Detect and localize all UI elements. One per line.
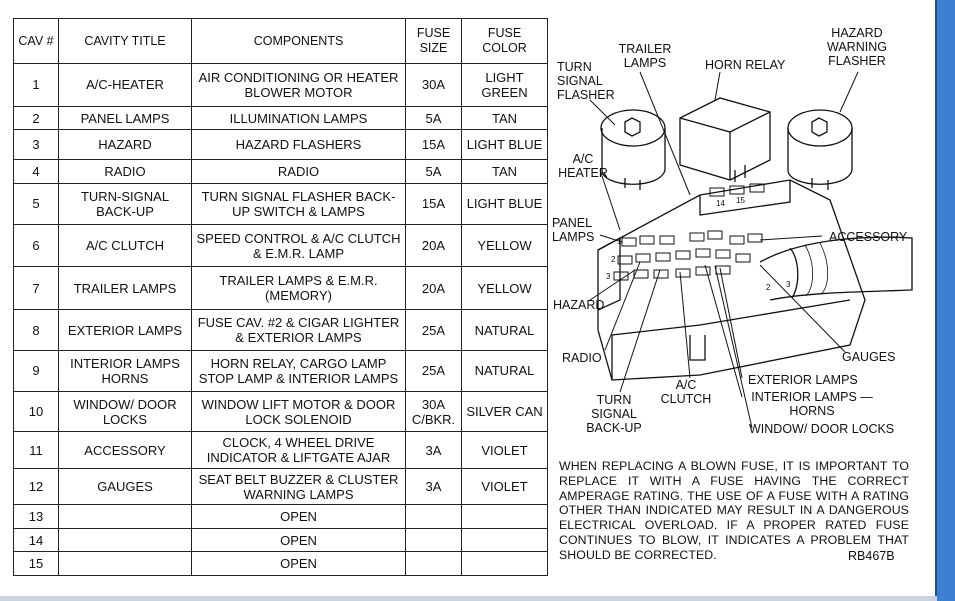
- fuse-color-cell: TAN: [462, 160, 548, 184]
- fuse-size-cell: [406, 528, 462, 552]
- fuse-replacement-note: WHEN REPLACING A BLOWN FUSE, IT IS IMPORTANT TO REPLACE IT WITH A FUSE HAVING THE CORRECT AMPERAGE RATING. THE USE OF A FUSE WITH A RATING OTHER THAN INDICATED MAY RESULT IN A DANGEROUS ELECTRICAL OVERLOAD. IF A PROPER RATED FUSE CONTINUES TO BLOW, IT INDICATES A PROBLEM THAT SHOULD BE CORRECTED.: [559, 459, 909, 562]
- fuse-size-cell: 5A: [406, 160, 462, 184]
- cav-cell: 13: [14, 505, 59, 529]
- label-hazard: HAZARD: [553, 298, 605, 312]
- label-trailer-lamps: TRAILER LAMPS: [618, 42, 672, 70]
- cav-cell: 5: [14, 183, 59, 224]
- label-interior-lamps-horns: INTERIOR LAMPS — HORNS: [751, 390, 873, 418]
- table-row: [14, 351, 548, 392]
- header-fuse-size: FUSE SIZE: [406, 19, 462, 64]
- table-row: [14, 160, 548, 184]
- table-row: [14, 106, 548, 130]
- table-row: [14, 505, 548, 529]
- fuse-color-cell: [462, 528, 548, 552]
- cavity-number-2: 2: [611, 255, 616, 264]
- fuse-size-cell: 30A: [406, 64, 462, 107]
- fuse-color-cell: VIOLET: [462, 432, 548, 468]
- fuse-size-cell: 20A: [406, 267, 462, 310]
- components-cell: FUSE CAV. #2 & CIGAR LIGHTER & EXTERIOR LAMPS: [192, 310, 406, 351]
- fuse-size-cell: 15A: [406, 130, 462, 160]
- table-row: [14, 552, 548, 576]
- relay-cavity-2: 2: [766, 283, 771, 292]
- wire-conduit: [760, 237, 912, 300]
- components-cell: RADIO: [192, 160, 406, 184]
- fuse-color-cell: YELLOW: [462, 224, 548, 267]
- table-row: [14, 267, 548, 310]
- cav-cell: 11: [14, 432, 59, 468]
- cav-cell: 12: [14, 468, 59, 504]
- fuse-size-cell: 3A: [406, 432, 462, 468]
- label-ac-heater: A/C HEATER: [558, 152, 608, 180]
- cav-cell: 3: [14, 130, 59, 160]
- fuse-color-cell: LIGHT GREEN: [462, 64, 548, 107]
- label-panel-lamps: PANEL LAMPS: [552, 216, 595, 244]
- cav-cell: 6: [14, 224, 59, 267]
- hazard-warning-flasher-can: [788, 110, 852, 190]
- fuse-color-cell: NATURAL: [462, 310, 548, 351]
- cavity-title-cell: HAZARD: [59, 130, 192, 160]
- cavity-title-cell: [59, 505, 192, 529]
- components-cell: HAZARD FLASHERS: [192, 130, 406, 160]
- table-row: [14, 224, 548, 267]
- components-cell: OPEN: [192, 552, 406, 576]
- label-turn-signal-flasher: TURN SIGNAL FLASHER: [557, 60, 615, 102]
- fuse-color-cell: NATURAL: [462, 351, 548, 392]
- label-exterior-lamps: EXTERIOR LAMPS: [748, 373, 858, 387]
- fuse-color-cell: LIGHT BLUE: [462, 183, 548, 224]
- fuse-chart-table: [13, 18, 548, 576]
- cavity-title-cell: [59, 552, 192, 576]
- cav-cell: 14: [14, 528, 59, 552]
- header-cavity-title: CAVITY TITLE: [59, 19, 192, 64]
- table-row: [14, 310, 548, 351]
- cav-cell: 10: [14, 391, 59, 432]
- fuse-color-cell: YELLOW: [462, 267, 548, 310]
- table-row: [14, 391, 548, 432]
- cavity-title-cell: GAUGES: [59, 468, 192, 504]
- cavity-title-cell: TRAILER LAMPS: [59, 267, 192, 310]
- label-hazard-warning-flasher: HAZARD WARNING FLASHER: [827, 26, 887, 68]
- cavity-number-14: 14: [716, 199, 725, 208]
- cavity-number-1: 1: [617, 237, 622, 246]
- fuse-size-cell: 25A: [406, 351, 462, 392]
- cav-cell: 4: [14, 160, 59, 184]
- components-cell: OPEN: [192, 505, 406, 529]
- header-components: COMPONENTS: [192, 19, 406, 64]
- fuse-size-cell: 3A: [406, 468, 462, 504]
- header-fuse-color: FUSE COLOR: [462, 19, 548, 64]
- fuse-size-cell: 25A: [406, 310, 462, 351]
- components-cell: TURN SIGNAL FLASHER BACK-UP SWITCH & LAMPS: [192, 183, 406, 224]
- label-accessory: ACCESSORY: [829, 230, 908, 244]
- label-radio: RADIO: [562, 351, 602, 365]
- label-turn-signal-backup: TURN SIGNAL BACK-UP: [586, 393, 642, 435]
- label-gauges: GAUGES: [842, 350, 896, 364]
- label-horn-relay: HORN RELAY: [705, 58, 786, 72]
- components-cell: TRAILER LAMPS & E.M.R. (MEMORY): [192, 267, 406, 310]
- horn-relay-box: [680, 98, 770, 182]
- table-row: [14, 528, 548, 552]
- components-cell: WINDOW LIFT MOTOR & DOOR LOCK SOLENOID: [192, 391, 406, 432]
- cav-cell: 15: [14, 552, 59, 576]
- components-cell: OPEN: [192, 528, 406, 552]
- table-row: [14, 468, 548, 504]
- components-cell: SPEED CONTROL & A/C CLUTCH & E.M.R. LAMP: [192, 224, 406, 267]
- figure-code: RB467B: [848, 549, 895, 563]
- window-frame-bottom: [0, 596, 937, 601]
- table-row: [14, 432, 548, 468]
- cav-cell: 2: [14, 106, 59, 130]
- label-window-door-locks: WINDOW/ DOOR LOCKS: [749, 422, 895, 436]
- cav-cell: 7: [14, 267, 59, 310]
- cavity-title-cell: EXTERIOR LAMPS: [59, 310, 192, 351]
- cavity-number-3: 3: [606, 272, 611, 281]
- window-frame-right: [937, 0, 955, 601]
- cav-cell: 1: [14, 64, 59, 107]
- fuse-size-cell: 30A C/BKR.: [406, 391, 462, 432]
- components-cell: CLOCK, 4 WHEEL DRIVE INDICATOR & LIFTGATE AJAR: [192, 432, 406, 468]
- table-row: [14, 130, 548, 160]
- components-cell: HORN RELAY, CARGO LAMP STOP LAMP & INTERIOR LAMPS: [192, 351, 406, 392]
- relay-cavity-3: 3: [786, 280, 791, 289]
- fuse-color-cell: VIOLET: [462, 468, 548, 504]
- fuse-size-cell: 15A: [406, 183, 462, 224]
- cav-cell: 9: [14, 351, 59, 392]
- components-cell: SEAT BELT BUZZER & CLUSTER WARNING LAMPS: [192, 468, 406, 504]
- cavity-title-cell: INTERIOR LAMPS HORNS: [59, 351, 192, 392]
- table-row: [14, 183, 548, 224]
- cavity-title-cell: TURN-SIGNAL BACK-UP: [59, 183, 192, 224]
- fuse-color-cell: [462, 505, 548, 529]
- turn-signal-flasher-can: [601, 110, 665, 190]
- table-header-row: [14, 19, 548, 64]
- cavity-title-cell: [59, 528, 192, 552]
- cavity-title-cell: WINDOW/ DOOR LOCKS: [59, 391, 192, 432]
- fuse-color-cell: LIGHT BLUE: [462, 130, 548, 160]
- cavity-title-cell: ACCESSORY: [59, 432, 192, 468]
- cavity-title-cell: A/C-HEATER: [59, 64, 192, 107]
- fuse-color-cell: SILVER CAN: [462, 391, 548, 432]
- fuse-size-cell: [406, 552, 462, 576]
- fuse-color-cell: TAN: [462, 106, 548, 130]
- cavity-title-cell: PANEL LAMPS: [59, 106, 192, 130]
- cavity-title-cell: RADIO: [59, 160, 192, 184]
- components-cell: ILLUMINATION LAMPS: [192, 106, 406, 130]
- header-cav: CAV #: [14, 19, 59, 64]
- cavity-number-15: 15: [736, 196, 745, 205]
- cav-cell: 8: [14, 310, 59, 351]
- fuse-size-cell: [406, 505, 462, 529]
- fuse-color-cell: [462, 552, 548, 576]
- label-ac-clutch: A/C CLUTCH: [660, 378, 712, 406]
- fuse-size-cell: 5A: [406, 106, 462, 130]
- fuse-size-cell: 20A: [406, 224, 462, 267]
- table-row: [14, 64, 548, 107]
- cavity-title-cell: A/C CLUTCH: [59, 224, 192, 267]
- components-cell: AIR CONDITIONING OR HEATER BLOWER MOTOR: [192, 64, 406, 107]
